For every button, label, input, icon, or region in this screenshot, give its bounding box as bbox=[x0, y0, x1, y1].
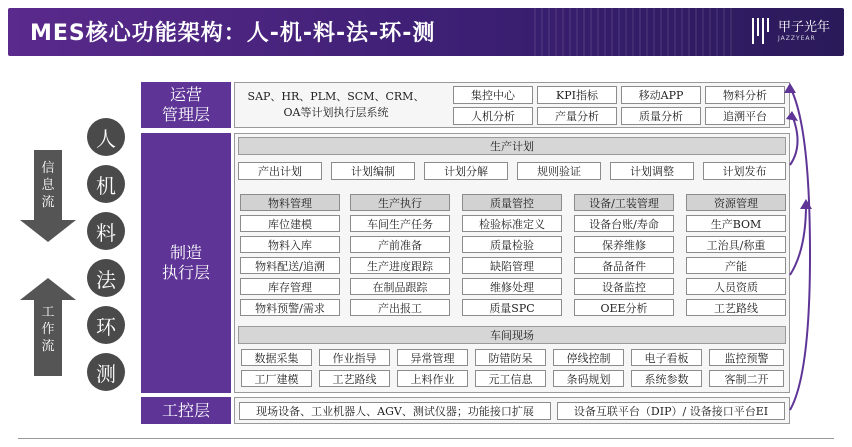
group-item: 产前准备 bbox=[350, 236, 450, 253]
ops-module: 移动APP bbox=[621, 86, 701, 104]
arrowhead-icon bbox=[784, 83, 796, 93]
layer-exec: 制造 执行层 bbox=[141, 133, 231, 393]
circle-material: 料 bbox=[87, 212, 125, 250]
group-header-resource: 资源管理 bbox=[686, 194, 786, 211]
logo-sub: JAZZYEAR bbox=[777, 34, 816, 42]
ops-module: KPI指标 bbox=[537, 86, 617, 104]
circle-machine: 机 bbox=[87, 165, 125, 203]
group-item: 缺陷管理 bbox=[462, 257, 562, 274]
shop-item: 元工信息 bbox=[475, 370, 546, 387]
shop-item: 监控预警 bbox=[709, 349, 784, 366]
circle-method: 法 bbox=[87, 259, 125, 297]
shop-item: 停线控制 bbox=[553, 349, 624, 366]
group-item: 库位建模 bbox=[240, 215, 340, 232]
shop-item: 工艺路线 bbox=[319, 370, 390, 387]
shop-item: 条码规划 bbox=[553, 370, 624, 387]
group-header-equipment: 设备/工装管理 bbox=[574, 194, 674, 211]
group-header-material: 物料管理 bbox=[240, 194, 340, 211]
group-item: 质量检验 bbox=[462, 236, 562, 253]
group-item: 产出报工 bbox=[350, 299, 450, 316]
plan-item: 计划分解 bbox=[424, 162, 508, 180]
info-flow-char: 信 bbox=[41, 161, 55, 176]
group-item: 车间生产任务 bbox=[350, 215, 450, 232]
plan-item: 计划编制 bbox=[331, 162, 415, 180]
group-item: 设备监控 bbox=[574, 278, 674, 295]
group-item: 人员资质 bbox=[686, 278, 786, 295]
footer-divider bbox=[18, 438, 834, 439]
ops-module: 追溯平台 bbox=[705, 107, 785, 125]
exec-panel bbox=[234, 133, 790, 393]
shop-item: 上料作业 bbox=[397, 370, 468, 387]
group-item: 设备台账/寿命 bbox=[574, 215, 674, 232]
group-header-production: 生产执行 bbox=[350, 194, 450, 211]
layer-ops: 运营 管理层 bbox=[141, 82, 231, 128]
group-item: 质量SPC bbox=[462, 299, 562, 316]
group-item: 工治具/称重 bbox=[686, 236, 786, 253]
logo-name: 甲子光年 bbox=[777, 19, 830, 35]
control-panel bbox=[234, 397, 790, 424]
arrowhead-icon bbox=[786, 111, 798, 121]
shop-item: 系统参数 bbox=[631, 370, 702, 387]
group-item: 物料配送/追溯 bbox=[240, 257, 340, 274]
circle-person: 人 bbox=[87, 118, 125, 156]
brand-logo bbox=[750, 18, 830, 44]
group-item: 物料入库 bbox=[240, 236, 340, 253]
circle-environment: 环 bbox=[87, 306, 125, 344]
plan-item: 计划调整 bbox=[610, 162, 694, 180]
group-item: OEE分析 bbox=[574, 299, 674, 316]
shop-item: 客制二开 bbox=[709, 370, 784, 387]
work-flow-char: 工 bbox=[41, 305, 55, 320]
group-item: 维修处理 bbox=[462, 278, 562, 295]
plan-item: 产出计划 bbox=[238, 162, 322, 180]
shop-item: 数据采集 bbox=[241, 349, 312, 366]
circle-measurement: 测 bbox=[87, 353, 125, 391]
group-item: 检验标准定义 bbox=[462, 215, 562, 232]
plan-item: 规则验证 bbox=[517, 162, 601, 180]
group-item: 物料预警/需求 bbox=[240, 299, 340, 316]
arrowhead-icon bbox=[800, 199, 812, 209]
shop-item: 工厂建模 bbox=[241, 370, 312, 387]
ops-module: 产量分析 bbox=[537, 107, 617, 125]
ops-systems-line1: SAP、HR、PLM、SCM、CRM、 bbox=[247, 90, 425, 103]
work-flow-char: 作 bbox=[41, 322, 55, 337]
shop-item: 防错防呆 bbox=[475, 349, 546, 366]
ops-module: 人机分析 bbox=[453, 107, 533, 125]
group-item: 保养维修 bbox=[574, 236, 674, 253]
ops-panel bbox=[234, 82, 790, 128]
title-banner bbox=[8, 8, 844, 56]
work-flow-char: 流 bbox=[41, 339, 55, 354]
info-flow-char: 流 bbox=[41, 195, 55, 210]
group-item: 产能 bbox=[686, 257, 786, 274]
ops-module: 物料分析 bbox=[705, 86, 785, 104]
banner-decoration bbox=[534, 8, 734, 56]
ops-module: 集控中心 bbox=[453, 86, 533, 104]
layer-control: 工控层 bbox=[141, 397, 231, 424]
feedback-arrows bbox=[780, 75, 820, 425]
group-item: 库存管理 bbox=[240, 278, 340, 295]
logo-mark-icon bbox=[750, 18, 772, 44]
shop-item: 作业指导 bbox=[319, 349, 390, 366]
ops-systems-line2: OA等计划执行层系统 bbox=[283, 106, 389, 119]
plan-item: 计划发布 bbox=[703, 162, 786, 180]
group-item: 工艺路线 bbox=[686, 299, 786, 316]
control-devices: 现场设备、工业机器人、AGV、测试仪器；功能接口扩展 bbox=[239, 402, 551, 420]
group-item: 备品备件 bbox=[574, 257, 674, 274]
group-item: 生产BOM bbox=[686, 215, 786, 232]
group-header-quality: 质量管控 bbox=[462, 194, 562, 211]
shop-title: 车间现场 bbox=[238, 326, 786, 344]
group-item: 生产进度跟踪 bbox=[350, 257, 450, 274]
control-platform: 设备互联平台（DIP）/ 设备接口平台EI bbox=[557, 402, 785, 420]
plan-title: 生产计划 bbox=[238, 137, 786, 155]
shop-item: 电子看板 bbox=[631, 349, 702, 366]
info-flow-char: 息 bbox=[41, 178, 55, 193]
info-flow-arrow bbox=[20, 150, 76, 242]
page-title: MES核心功能架构：人-机-料-法-环-测 bbox=[30, 21, 436, 46]
work-flow-arrow bbox=[20, 278, 76, 376]
group-item: 在制品跟踪 bbox=[350, 278, 450, 295]
shop-item: 异常管理 bbox=[397, 349, 468, 366]
ops-module: 质量分析 bbox=[621, 107, 701, 125]
